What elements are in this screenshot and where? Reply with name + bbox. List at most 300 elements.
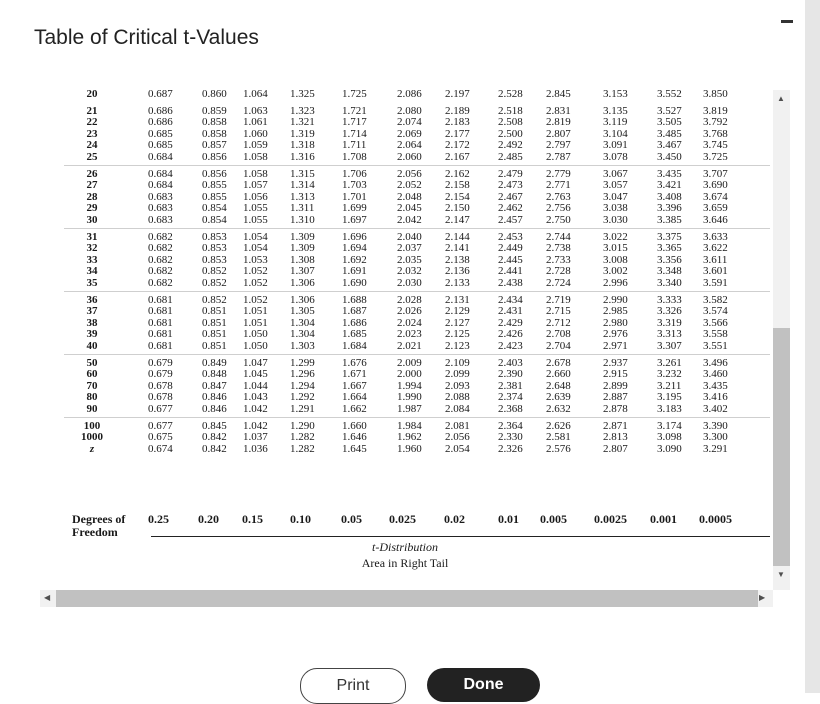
table-cell: 2.431 (498, 305, 523, 318)
table-cell: 2.080 (397, 104, 422, 117)
df-cell: 20 (86, 90, 98, 100)
table-cell: 2.136 (445, 265, 470, 278)
table-cell: 1.055 (243, 202, 268, 215)
table-cell: 2.632 (546, 403, 571, 415)
table-cell: 3.307 (657, 340, 682, 352)
table-cell: 0.675 (148, 431, 173, 444)
df-cell: 40 (86, 340, 98, 352)
table-cell: 2.985 (603, 305, 628, 318)
table-cell: 1.296 (290, 368, 315, 381)
table-cell: 3.008 (603, 253, 628, 266)
table-cell: 3.038 (603, 202, 628, 215)
minimize-icon[interactable] (781, 20, 793, 23)
table-cell: 0.842 (202, 431, 227, 444)
table-cell: 3.659 (703, 202, 728, 215)
table-cell: 3.402 (703, 403, 728, 415)
tail-area-label: 0.01 (498, 512, 519, 526)
df-cell: 80 (86, 391, 98, 404)
df-cell: 90 (86, 403, 98, 415)
table-cell: 2.518 (498, 104, 523, 117)
df-cell: 37 (86, 305, 98, 318)
table-cell: 3.408 (657, 190, 682, 203)
table-cell: 2.154 (445, 190, 470, 203)
table-cell: 2.712 (546, 316, 571, 329)
table-cell: 0.682 (148, 253, 173, 266)
table-cell: 1.047 (243, 356, 268, 369)
df-cell: 34 (86, 265, 98, 278)
table-cell: 1.294 (290, 379, 315, 392)
table-cell: 1.309 (290, 242, 315, 255)
table-cell: 2.162 (445, 167, 470, 180)
table-cell: 3.090 (657, 442, 682, 455)
table-cell: 1.685 (342, 328, 367, 341)
vertical-scroll-thumb[interactable] (773, 328, 790, 566)
table-cell: 3.582 (703, 293, 728, 306)
table-cell: 0.842 (202, 442, 227, 455)
table-cell: 1.060 (243, 127, 268, 140)
table-cell: 0.682 (148, 265, 173, 278)
table-cell: 2.028 (397, 293, 422, 306)
table-cell: 1.323 (290, 104, 315, 117)
table-cell: 1.962 (397, 431, 422, 444)
table-cell: 3.385 (657, 214, 682, 226)
df-cell: 39 (86, 328, 98, 341)
df-axis-label-line2: Freedom (72, 525, 118, 539)
row-group-separator (64, 354, 770, 355)
table-cell: 2.980 (603, 316, 628, 329)
df-cell: 60 (86, 368, 98, 381)
table-cell: 2.724 (546, 277, 571, 289)
table-cell: 0.687 (148, 90, 173, 100)
table-cell: 2.479 (498, 167, 523, 180)
table-cell: 2.449 (498, 242, 523, 255)
table-cell: 2.626 (546, 419, 571, 432)
table-cell: 1.696 (342, 230, 367, 243)
table-cell: 2.086 (397, 90, 422, 100)
table-cell: 2.074 (397, 116, 422, 129)
table-cell: 2.123 (445, 340, 470, 352)
table-cell: 2.060 (397, 151, 422, 163)
df-cell: 30 (86, 214, 98, 226)
table-cell: 1.711 (342, 139, 367, 152)
table-cell: 1.717 (342, 116, 367, 129)
table-cell: 0.679 (148, 368, 173, 381)
table-cell: 3.119 (603, 116, 628, 129)
table-cell: 2.457 (498, 214, 523, 226)
table-cell: 2.374 (498, 391, 523, 404)
table-cell: 0.851 (202, 316, 227, 329)
horizontal-scrollbar[interactable] (40, 590, 773, 607)
table-cell: 2.069 (397, 127, 422, 140)
table-cell: 0.853 (202, 253, 227, 266)
table-cell: 1.058 (243, 151, 268, 163)
table-cell: 0.853 (202, 242, 227, 255)
table-cell: 3.002 (603, 265, 628, 278)
table-cell: 0.853 (202, 230, 227, 243)
table-cell: 1.960 (397, 442, 422, 455)
table-cell: 2.639 (546, 391, 571, 404)
table-cell: 2.183 (445, 116, 470, 129)
table-cell: 1.304 (290, 328, 315, 341)
table-cell: 1.714 (342, 127, 367, 140)
table-cell: 3.527 (657, 104, 682, 117)
table-cell: 1.052 (243, 277, 268, 289)
scroll-up-icon[interactable]: ▲ (777, 94, 785, 103)
table-cell: 1.054 (243, 230, 268, 243)
table-cell: 0.678 (148, 379, 173, 392)
table-cell: 0.852 (202, 277, 227, 289)
table-cell: 3.396 (657, 202, 682, 215)
df-cell: 50 (86, 356, 98, 369)
table-cell: 2.189 (445, 104, 470, 117)
done-button[interactable]: Done (427, 668, 540, 702)
table-cell: 2.756 (546, 202, 571, 215)
row-group-separator (64, 417, 770, 418)
table-cell: 0.685 (148, 127, 173, 140)
table-cell: 1.321 (290, 116, 315, 129)
table-cell: 2.064 (397, 139, 422, 152)
table-cell: 1.313 (290, 190, 315, 203)
table-cell: 3.435 (703, 379, 728, 392)
table-cell: 1.063 (243, 104, 268, 117)
table-cell: 2.763 (546, 190, 571, 203)
table-cell: 0.854 (202, 202, 227, 215)
table-cell: 1.305 (290, 305, 315, 318)
table-cell: 2.441 (498, 265, 523, 278)
table-cell: 3.195 (657, 391, 682, 404)
table-cell: 1.037 (243, 431, 268, 444)
table-cell: 2.445 (498, 253, 523, 266)
table-cell: 3.174 (657, 419, 682, 432)
page-scrollbar[interactable] (805, 0, 820, 693)
table-cell: 3.496 (703, 356, 728, 369)
table-cell: 2.807 (603, 442, 628, 455)
print-button[interactable]: Print (300, 668, 406, 704)
table-cell: 1.307 (290, 265, 315, 278)
table-cell: 2.423 (498, 340, 523, 352)
table-cell: 0.848 (202, 368, 227, 381)
table-cell: 3.326 (657, 305, 682, 318)
table-cell: 2.026 (397, 305, 422, 318)
table-cell: 2.990 (603, 293, 628, 306)
footer-divider (151, 536, 770, 537)
table-cell: 2.167 (445, 151, 470, 163)
table-cell: 1.688 (342, 293, 367, 306)
table-cell: 0.677 (148, 419, 173, 432)
table-cell: 2.144 (445, 230, 470, 243)
table-cell: 1.311 (290, 202, 315, 215)
table-cell: 0.674 (148, 442, 173, 455)
table-cell: 2.871 (603, 419, 628, 432)
table-cell: 1.058 (243, 167, 268, 180)
table-cell: 3.421 (657, 179, 682, 192)
table-cell: 2.147 (445, 214, 470, 226)
row-group-separator (64, 228, 770, 229)
horizontal-scroll-thumb[interactable] (56, 590, 758, 607)
table-cell: 1.671 (342, 368, 367, 381)
dialog-title: Table of Critical t-Values (34, 26, 259, 49)
table-cell: 1.699 (342, 202, 367, 215)
table-cell: 0.854 (202, 214, 227, 226)
table-cell: 3.319 (657, 316, 682, 329)
table-scroll-panel (40, 90, 790, 608)
table-cell: 3.030 (603, 214, 628, 226)
table-cell: 2.093 (445, 379, 470, 392)
df-cell: 26 (86, 167, 98, 180)
table-cell: 2.429 (498, 316, 523, 329)
table-cell: 2.052 (397, 179, 422, 192)
table-cell: 3.435 (657, 167, 682, 180)
table-cell: 0.684 (148, 167, 173, 180)
table-cell: 1.994 (397, 379, 422, 392)
table-cell: 1.703 (342, 179, 367, 192)
table-cell: 0.681 (148, 305, 173, 318)
table-cell: 1.708 (342, 151, 367, 163)
table-cell: 1.691 (342, 265, 367, 278)
table-cell: 1.044 (243, 379, 268, 392)
table-cell: 1.660 (342, 419, 367, 432)
table-cell: 3.574 (703, 305, 728, 318)
table-cell: 3.622 (703, 242, 728, 255)
scroll-right-icon[interactable]: ▶ (759, 593, 766, 602)
table-cell: 2.473 (498, 179, 523, 192)
table-cell: 0.684 (148, 151, 173, 163)
table-cell: 3.552 (657, 90, 682, 100)
table-cell: 3.850 (703, 90, 728, 100)
table-cell: 3.467 (657, 139, 682, 152)
table-cell: 2.819 (546, 116, 571, 129)
table-cell: 2.467 (498, 190, 523, 203)
table-cell: 2.056 (445, 431, 470, 444)
table-cell: 2.056 (397, 167, 422, 180)
table-cell: 3.460 (703, 368, 728, 381)
table-cell: 1.676 (342, 356, 367, 369)
table-cell: 0.682 (148, 277, 173, 289)
table-cell: 0.856 (202, 167, 227, 180)
table-cell: 1.990 (397, 391, 422, 404)
table-cell: 2.813 (603, 431, 628, 444)
table-cell: 2.127 (445, 316, 470, 329)
tail-area-label: 0.02 (444, 512, 465, 526)
table-cell: 0.681 (148, 293, 173, 306)
table-cell: 0.846 (202, 403, 227, 415)
table-cell: 1.310 (290, 214, 315, 226)
table-cell: 1.987 (397, 403, 422, 415)
table-cell: 1.042 (243, 403, 268, 415)
table-cell: 0.851 (202, 340, 227, 352)
table-cell: 1.692 (342, 253, 367, 266)
table-cell: 3.601 (703, 265, 728, 278)
table-cell: 1.051 (243, 305, 268, 318)
table-cell: 2.807 (546, 127, 571, 140)
table-cell: 2.021 (397, 340, 422, 352)
df-cell: 33 (86, 253, 98, 266)
table-cell: 2.381 (498, 379, 523, 392)
table-cell: 2.937 (603, 356, 628, 369)
table-cell: 3.211 (657, 379, 682, 392)
table-cell: 2.032 (397, 265, 422, 278)
table-cell: 2.787 (546, 151, 571, 163)
table-cell: 1.043 (243, 391, 268, 404)
table-cell: 3.375 (657, 230, 682, 243)
df-cell: 35 (86, 277, 98, 289)
table-cell: 1.059 (243, 139, 268, 152)
table-cell: 2.099 (445, 368, 470, 381)
tail-area-label: 0.001 (650, 512, 677, 526)
table-cell: 1.055 (243, 214, 268, 226)
table-cell: 2.976 (603, 328, 628, 341)
tail-area-label: 0.025 (389, 512, 416, 526)
table-cell: 0.855 (202, 179, 227, 192)
table-cell: 2.660 (546, 368, 571, 381)
table-cell: 2.719 (546, 293, 571, 306)
table-cell: 1.646 (342, 431, 367, 444)
table-cell: 0.678 (148, 391, 173, 404)
tail-area-label: 0.005 (540, 512, 567, 526)
table-cell: 0.682 (148, 230, 173, 243)
row-group-separator (64, 165, 770, 166)
table-cell: 2.390 (498, 368, 523, 381)
table-cell: 2.035 (397, 253, 422, 266)
table-cell: 3.232 (657, 368, 682, 381)
table-cell: 3.674 (703, 190, 728, 203)
df-cell: 23 (86, 127, 98, 140)
table-cell: 1.706 (342, 167, 367, 180)
table-cell: 2.576 (546, 442, 571, 455)
table-cell: 2.500 (498, 127, 523, 140)
table-cell: 3.348 (657, 265, 682, 278)
table-cell: 2.648 (546, 379, 571, 392)
table-cell: 2.197 (445, 90, 470, 100)
table-cell: 3.725 (703, 151, 728, 163)
df-cell: 70 (86, 379, 98, 392)
table-cell: 2.733 (546, 253, 571, 266)
table-cell: 3.067 (603, 167, 628, 180)
table-cell: 2.081 (445, 419, 470, 432)
table-cell: 2.738 (546, 242, 571, 255)
vertical-scrollbar[interactable] (773, 90, 790, 590)
tail-area-label: 0.05 (341, 512, 362, 526)
table-cell: 1.045 (243, 368, 268, 381)
df-cell: 32 (86, 242, 98, 255)
table-cell: 1.306 (290, 293, 315, 306)
table-cell: 3.792 (703, 116, 728, 129)
table-cell: 2.831 (546, 104, 571, 117)
table-cell: 0.852 (202, 293, 227, 306)
table-cell: 0.681 (148, 340, 173, 352)
table-cell: 1.052 (243, 265, 268, 278)
table-cell: 1.291 (290, 403, 315, 415)
table-cell: 2.581 (546, 431, 571, 444)
table-cell: 0.683 (148, 202, 173, 215)
table-cell: 3.745 (703, 139, 728, 152)
table-cell: 2.048 (397, 190, 422, 203)
table-cell: 1.325 (290, 90, 315, 100)
table-cell: 2.996 (603, 277, 628, 289)
df-cell: 31 (86, 230, 98, 243)
table-cell: 1.050 (243, 340, 268, 352)
tail-area-label: 0.20 (198, 512, 219, 526)
table-cell: 2.330 (498, 431, 523, 444)
table-cell: 3.611 (703, 253, 728, 266)
table-cell: 1.050 (243, 328, 268, 341)
table-cell: 3.646 (703, 214, 728, 226)
scroll-left-icon[interactable]: ◀ (44, 593, 51, 602)
df-cell: 36 (86, 293, 98, 306)
table-cell: 2.045 (397, 202, 422, 215)
df-cell: 25 (86, 151, 98, 163)
table-cell: 3.768 (703, 127, 728, 140)
table-cell: 2.042 (397, 214, 422, 226)
df-cell: 1000 (81, 431, 103, 444)
table-cell: 0.855 (202, 190, 227, 203)
table-cell: 1.290 (290, 419, 315, 432)
table-cell: 0.677 (148, 403, 173, 415)
table-cell: 3.047 (603, 190, 628, 203)
table-cell: 1.299 (290, 356, 315, 369)
table-cell: 1.687 (342, 305, 367, 318)
table-cell: 1.064 (243, 90, 268, 100)
table-cell: 2.508 (498, 116, 523, 129)
table-cell: 1.725 (342, 90, 367, 100)
table-cell: 2.368 (498, 403, 523, 415)
caption-title: t-Distribution (371, 540, 438, 554)
table-cell: 2.125 (445, 328, 470, 341)
table-cell: 3.091 (603, 139, 628, 152)
table-cell: 3.153 (603, 90, 628, 100)
table-cell: 0.851 (202, 328, 227, 341)
table-cell: 1.667 (342, 379, 367, 392)
table-cell: 0.681 (148, 316, 173, 329)
t-table-image (40, 90, 770, 588)
table-cell: 2.453 (498, 230, 523, 243)
table-cell: 2.462 (498, 202, 523, 215)
table-cell: 2.744 (546, 230, 571, 243)
tail-area-label: 0.0005 (699, 512, 732, 526)
scroll-down-icon[interactable]: ▼ (777, 570, 785, 579)
table-cell: 1.056 (243, 190, 268, 203)
table-cell: 3.104 (603, 127, 628, 140)
table-cell: 2.704 (546, 340, 571, 352)
table-cell: 1.315 (290, 167, 315, 180)
table-cell: 1.036 (243, 442, 268, 455)
table-cell: 0.857 (202, 139, 227, 152)
table-cell: 1.282 (290, 442, 315, 455)
df-axis-label-line1: Degrees of (72, 512, 126, 526)
table-cell: 3.450 (657, 151, 682, 163)
table-cell: 0.679 (148, 356, 173, 369)
table-cell: 0.683 (148, 214, 173, 226)
table-cell: 1.701 (342, 190, 367, 203)
table-cell: 2.150 (445, 202, 470, 215)
table-cell: 2.084 (445, 403, 470, 415)
table-cell: 1.054 (243, 242, 268, 255)
table-cell: 2.138 (445, 253, 470, 266)
table-cell: 2.000 (397, 368, 422, 381)
table-cell: 0.846 (202, 391, 227, 404)
table-cell: 1.306 (290, 277, 315, 289)
table-cell: 2.971 (603, 340, 628, 352)
table-cell: 2.715 (546, 305, 571, 318)
table-cell: 0.681 (148, 328, 173, 341)
table-cell: 3.135 (603, 104, 628, 117)
table-cell: 3.261 (657, 356, 682, 369)
table-cell: 1.053 (243, 253, 268, 266)
table-cell: 2.771 (546, 179, 571, 192)
table-cell: 2.129 (445, 305, 470, 318)
table-cell: 2.728 (546, 265, 571, 278)
table-cell: 1.304 (290, 316, 315, 329)
